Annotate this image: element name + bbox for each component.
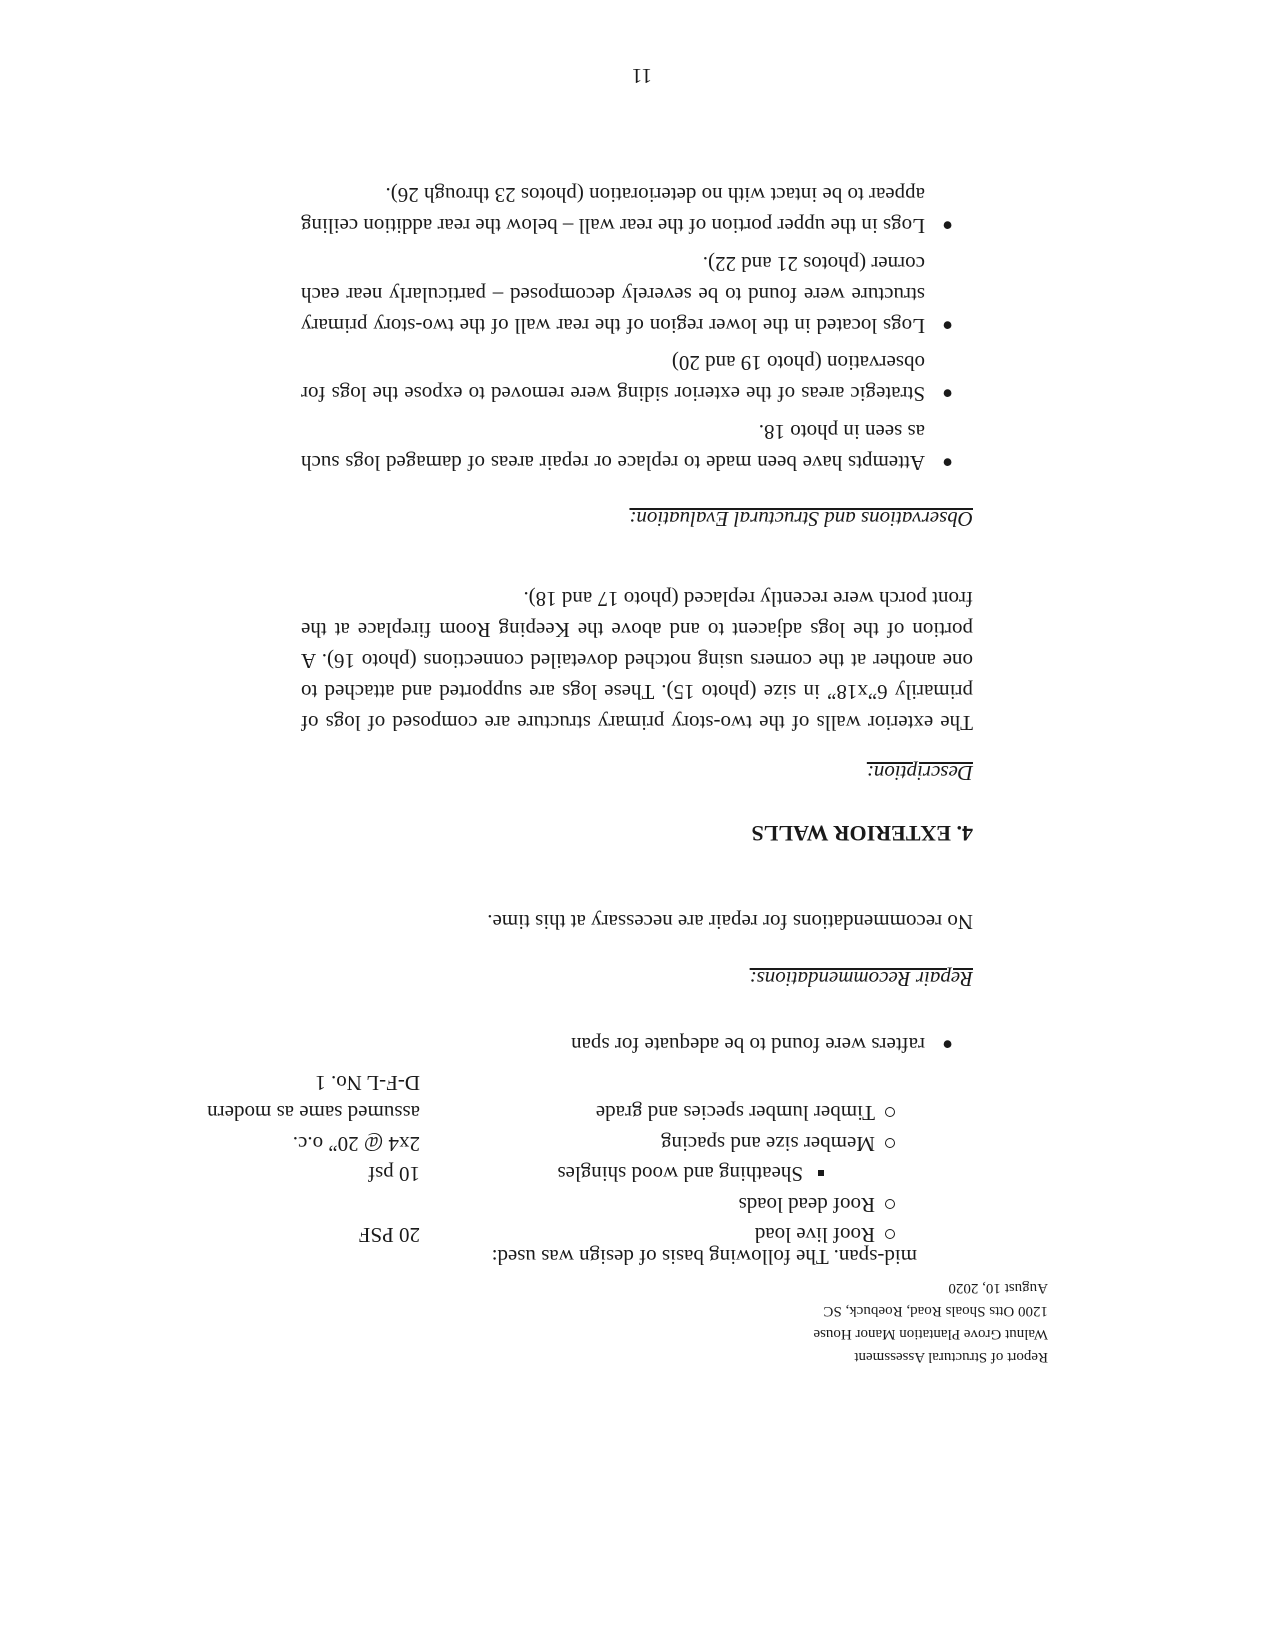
property-name: Walnut Grove Plantation Manor House bbox=[813, 1326, 1048, 1342]
section-title: 4. EXTERIOR WALLS bbox=[751, 821, 973, 846]
design-basis-label: Timber lumber species and grade bbox=[595, 1101, 875, 1125]
bullet-icon: ● bbox=[942, 316, 953, 336]
design-basis-label: Roof live load bbox=[754, 1223, 875, 1247]
design-basis-label: Roof dead loads bbox=[738, 1193, 875, 1217]
report-title: Report of Structural Assessment bbox=[854, 1349, 1048, 1365]
description-heading: Description: bbox=[866, 761, 973, 785]
hollow-circle-bullet-icon bbox=[885, 1107, 895, 1117]
design-basis-value: 20 PSF bbox=[358, 1223, 420, 1247]
hollow-circle-bullet-icon bbox=[885, 1138, 895, 1148]
design-basis-value: D-F-L No. 1 bbox=[315, 1071, 420, 1095]
property-address: 1200 Otts Shoals Road, Roebuck, SC bbox=[823, 1303, 1048, 1319]
observation-item: Logs in the upper portion of the rear wall – below the rear addition ceiling appear to be intact with no deterioration (photos 23 through 26). bbox=[301, 183, 925, 238]
observation-item: Logs located in the lower region of the rear wall of the two-story primary structure were found to be severely decomposed – particularly near each corner (photos 21 and 22). bbox=[301, 252, 925, 338]
design-basis-label: Sheathing and wood shingles bbox=[557, 1162, 803, 1186]
observation-item: Attempts have been made to replace or repair areas of damaged logs such as seen in photo 18. bbox=[301, 420, 925, 475]
repair-recommendations-heading: Repair Recommendations: bbox=[749, 967, 973, 991]
page-number: 11 bbox=[631, 64, 652, 88]
design-basis-label: Member size and spacing bbox=[660, 1132, 875, 1156]
bullet-icon: ● bbox=[942, 384, 953, 404]
bullet-icon: ● bbox=[942, 1035, 953, 1055]
observation-item: Strategic areas of the exterior siding were removed to expose the logs for observation (photo 19 and 20) bbox=[301, 351, 925, 406]
square-bullet-icon bbox=[818, 1170, 824, 1176]
design-intro-line: mid-span. The following basis of design was used: bbox=[491, 1245, 917, 1269]
rafters-finding: rafters were found to be adequate for span bbox=[571, 1033, 925, 1057]
design-basis-value: 2x4 @ 20” o.c. bbox=[292, 1132, 420, 1156]
design-basis-value: assumed same as modern bbox=[207, 1101, 420, 1125]
repair-recommendations-text: No recommendations for repair are necessary at this time. bbox=[487, 910, 973, 934]
observations-heading: Observations and Structural Evaluation: bbox=[629, 507, 973, 531]
bullet-icon: ● bbox=[942, 453, 953, 473]
hollow-circle-bullet-icon bbox=[885, 1199, 895, 1209]
report-date: August 10, 2020 bbox=[948, 1280, 1048, 1296]
description-paragraph: The exterior walls of the two-story primary structure are composed of logs of primarily 6”x18” in size (photo 15). These logs are supported and attached to one another at the corners using notched dovetailed connections (photo 16). A portion of the logs adjacent to and above the Keeping Room fireplace at the front porch were recently replaced (photo 17 and 18). bbox=[301, 587, 973, 735]
bullet-icon: ● bbox=[942, 216, 953, 236]
hollow-circle-bullet-icon bbox=[885, 1229, 895, 1239]
design-basis-value: 10 psf bbox=[368, 1162, 420, 1186]
